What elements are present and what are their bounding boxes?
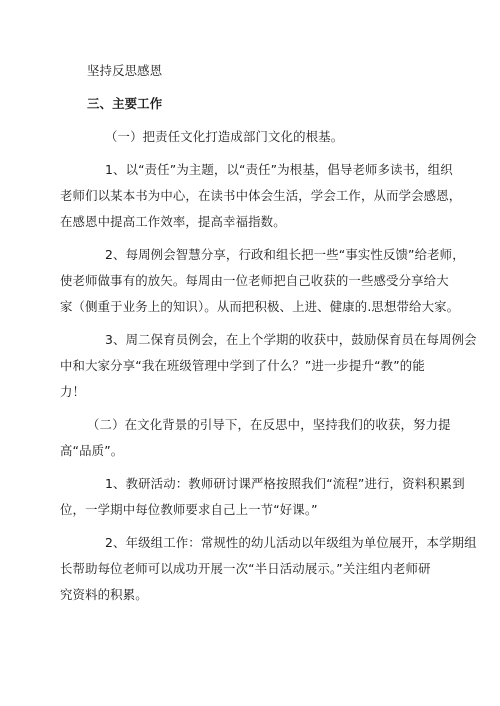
paragraph-4-line-2: 位，一学期中每位教师要求自己上一节“好课。” bbox=[60, 502, 318, 517]
subheading-responsibility-culture: （一）把责任文化打造成部门文化的根基。 bbox=[105, 129, 344, 144]
paragraph-2-line-2: 使老师做事有的放矢。每周由一位老师把自己收获的一些感受分享给大 bbox=[60, 273, 449, 288]
paragraph-5-line-1: 2、年级组工作：常规性的幼儿活动以年级组为单位展开，本学期组 bbox=[105, 535, 477, 550]
subheading-cultural-background-line-1: （二）在文化背景的引导下，在反思中，坚持我们的收获，努力提 bbox=[87, 417, 451, 432]
paragraph-2-line-1: 2、每周例会智慧分享，行政和组长把一些“事实性反馈”给老师， bbox=[105, 247, 465, 262]
paragraph-1-line-1: 1、以“责任”为主题，以“责任”为根基，倡导老师多读书，组织 bbox=[105, 162, 453, 177]
subheading-cultural-background-line-2: 高“品质”。 bbox=[60, 443, 124, 458]
paragraph-3-line-2: 中和大家分享“我在班级管理中学到了什么？”进一步提升“教”的能 bbox=[60, 358, 425, 373]
paragraph-2-line-3: 家（侧重于业务上的知识）。从而把积极、上进、健康的.思想带给大家。 bbox=[60, 299, 460, 314]
section-heading-main-work: 三、主要工作 bbox=[87, 96, 163, 111]
paragraph-3-line-1: 3、周二保育员例会，在上个学期的收获中，鼓励保育员在每周例会 bbox=[105, 332, 477, 347]
paragraph-5-line-3: 究资料的积累。 bbox=[60, 587, 148, 602]
paragraph-1-line-3: 在感恩中提高工作效率，提高幸福指数。 bbox=[60, 214, 286, 229]
paragraph-3-line-3: 力！ bbox=[60, 384, 86, 399]
paragraph-4-line-1: 1、教研活动：教师研讨课严格按照我们“流程”进行，资料积累到 bbox=[105, 476, 465, 491]
paragraph-5-line-2: 长帮助每位老师可以成功开展一次“半日活动展示。”关注组内老师研 bbox=[60, 561, 431, 576]
text-line-persist-reflect: 坚持反思感恩 bbox=[87, 63, 163, 78]
paragraph-1-line-2: 老师们以某本书为中心，在读书中体会生活，学会工作，从而学会感恩， bbox=[60, 188, 462, 203]
